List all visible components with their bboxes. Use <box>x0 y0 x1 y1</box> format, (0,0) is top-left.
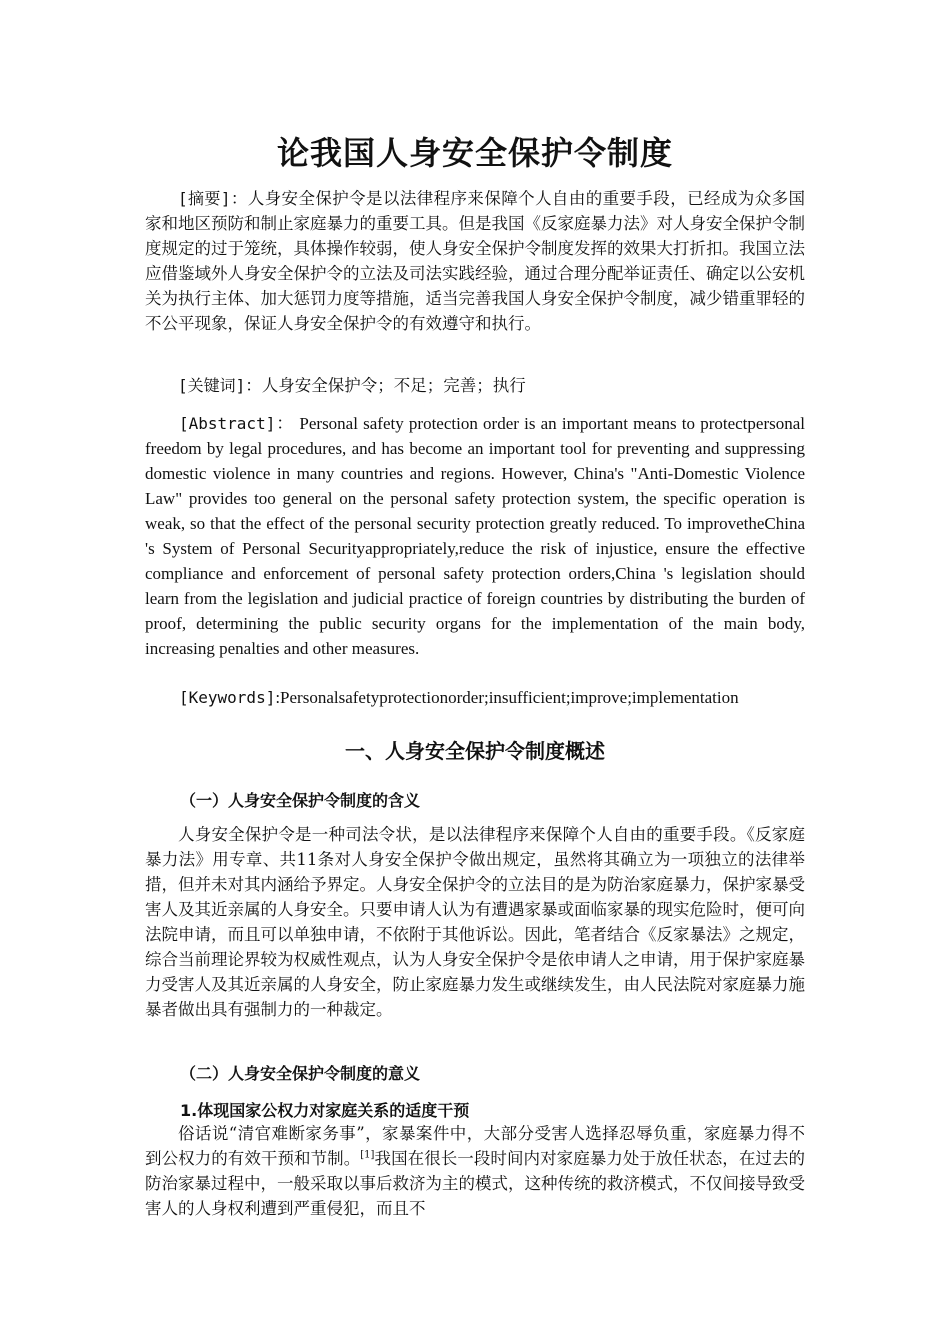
keywords-en <box>145 685 805 710</box>
abstract-cn-label: [摘要] <box>178 189 231 208</box>
abstract-en-label: [Abstract] <box>179 414 276 433</box>
keywords-en-text: :Personalsafetyprotectionorder;insufficient;improve;implementation <box>275 688 739 707</box>
abstract-cn-text: ：人身安全保护令是以法律程序来保障个人自由的重要手段，已经成为众多国家和地区预防和制止家庭暴力的重要工具。但是我国《反家庭暴力法》对人身安全保护令制度规定的过于笼统，具体操作较弱，使人身安全保护令制度发挥的效果大打折扣。我国立法应借鉴域外人身安全保护令的立法及司法实践经验，通过合理分配举证责任、确定以公安机关为执行主体、加大惩罚力度等措施，适当完善我国人身安全保护令制度，减少错重罪轻的不公平现象，保证人身安全保护令的有效遵守和执行。 <box>145 189 805 333</box>
section-1-heading: 一、人身安全保护令制度概述 <box>345 739 605 763</box>
keywords-en-label: [Keywords] <box>179 688 276 707</box>
point-1-body <box>145 1121 805 1221</box>
keywords-cn <box>145 373 805 398</box>
paper-title: 论我国人身安全保护令制度 <box>276 134 673 172</box>
subsection-1-heading: （一）人身安全保护令制度的含义 <box>180 791 421 810</box>
subsection-2-heading: （二）人身安全保护令制度的意义 <box>180 1064 421 1083</box>
citation-ref[interactable]: [1] <box>360 1149 375 1161</box>
point-1-text-b: 我国在很长一段时间内对家庭暴力处于放任状态，在过去的防治家暴过程中，一般采取以事后救济为主的模式，这种传统的救济模式，不仅间接导致受害人的人身权利遭到严重侵犯，而且不 <box>145 1149 806 1218</box>
subsection-1-body: 人身安全保护令是一种司法令状，是以法律程序来保障个人自由的重要手段。《反家庭暴力法》用专章、共11条对人身安全保护令做出规定，虽然将其确立为一项独立的法律举措，但并未对其内涵给予界定。人身安全保护令的立法目的是为防治家庭暴力，保护家暴受害人及其近亲属的人身安全。只要申请人认为有遭遇家暴或面临家暴的现实危险时，便可向法院申请，而且可以单独申请，不依附于其他诉讼。因此，笔者结合《反家暴法》之规定，综合当前理论界较为权威性观点，认为人身安全保护令是依申请人之申请，用于保护家庭暴力受害人及其近亲属的人身安全，防止家庭暴力发生或继续发生，由人民法院对家庭暴力施暴者做出具有强制力的一种裁定。 <box>145 825 805 1019</box>
abstract-en-text: ： Personal safety protection order is an important means to protectpersonal freedom by legal procedures, and has become an important tool for preventing and suppressing domestic violence in many countries and regions. However, China's "Anti-Domestic Violence Law" provides too general on the personal safety protection system, the specific operation is weak, so that the effect of the personal security protection greatly reduced. To improvetheChina 's System of Personal Securityappropriately,reduce the risk of injustice, ensure the effective compliance and enforcement of personal safety protection orders,China 's legislation should learn from the legislation and judicial practice of foreign countries by distributing the burden of proof, determining the public security organs for the implementation of the main body, increasing penalties and other measures. <box>145 414 805 658</box>
point-1-heading: 1.体现国家公权力对家庭关系的适度干预 <box>180 1101 470 1120</box>
point-1-text-a: 俗话说“清官难断家务事”，家暴案件中，大部分受害人选择忍辱负重，家庭暴力得不到公权力的有效干预和节制。 <box>145 1124 805 1168</box>
abstract-cn <box>145 186 805 336</box>
abstract-en <box>145 411 805 661</box>
keywords-cn-text: ：人身安全保护令；不足；完善；执行 <box>245 376 526 395</box>
keywords-cn-label: [关键词] <box>178 376 246 395</box>
